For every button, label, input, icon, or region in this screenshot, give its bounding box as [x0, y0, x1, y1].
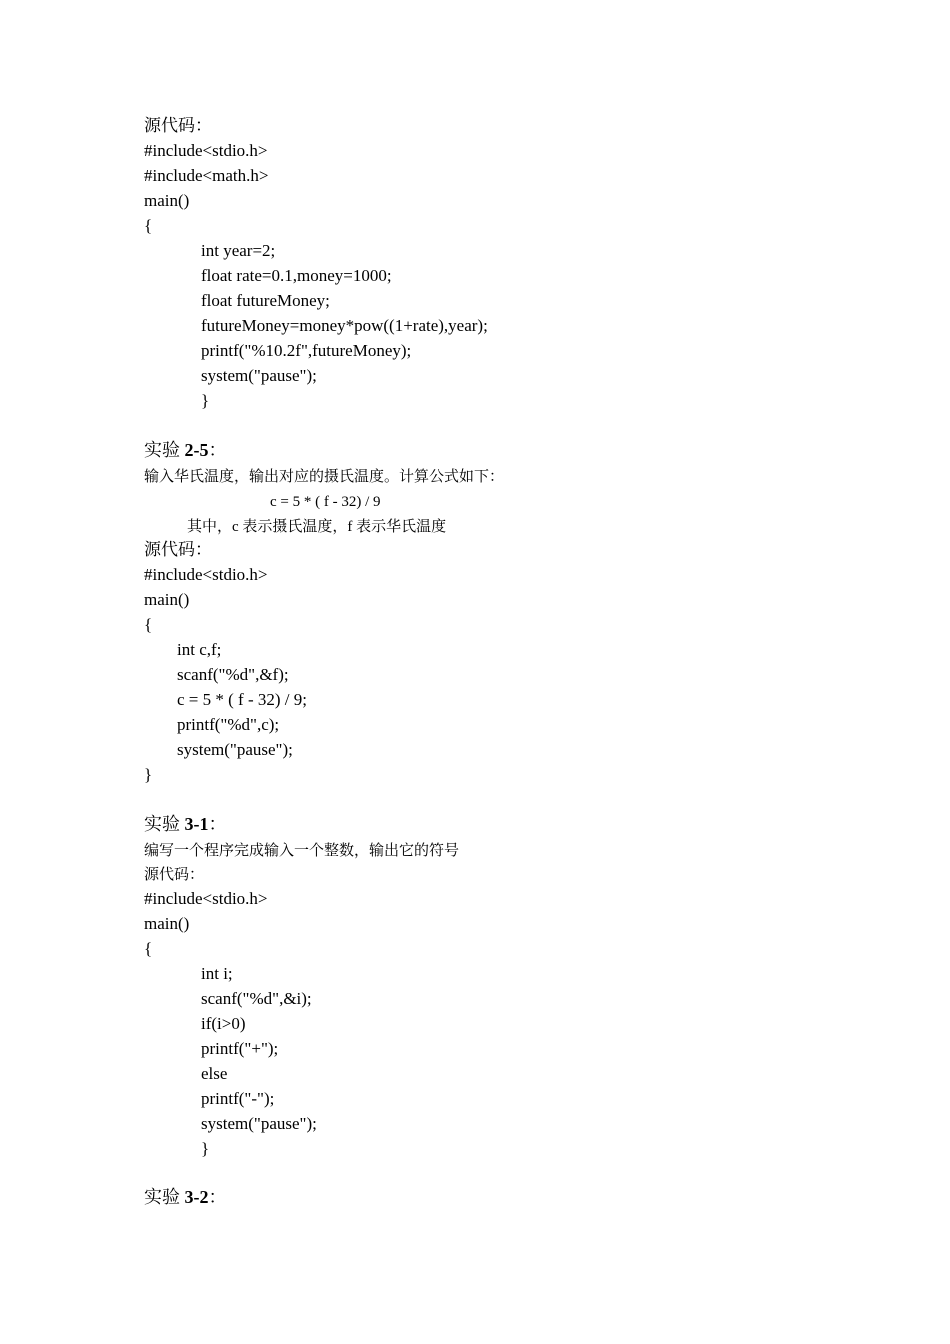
code-line: { [144, 939, 153, 958]
section-number: 3-1 [184, 814, 209, 834]
section-title [144, 440, 227, 460]
code-line: if(i>0) [201, 1014, 246, 1033]
code-line: else [201, 1064, 228, 1083]
section-description: 编写一个程序完成输入一个整数，输出它的符号 [144, 843, 460, 859]
section-title-prefix: 实验 [144, 814, 180, 834]
source-label: 源代码： [144, 116, 212, 135]
code-line: futureMoney=money*pow((1+rate),year); [201, 316, 488, 335]
section-title-suffix: ： [208, 440, 227, 460]
section-description: 输入华氏温度，输出对应的摄氏温度。计算公式如下： [144, 469, 505, 485]
code-line: } [201, 391, 210, 410]
code-line: main() [144, 914, 190, 933]
code-line: main() [144, 191, 190, 210]
code-line: printf("%10.2f",futureMoney); [201, 341, 412, 360]
code-line: #include<stdio.h> [144, 141, 268, 160]
code-line: { [144, 615, 153, 634]
section-title [144, 1187, 227, 1207]
source-label: 源代码： [144, 867, 205, 883]
code-line: printf("+"); [201, 1039, 279, 1058]
section-number: 2-5 [184, 440, 209, 460]
code-line: } [144, 765, 153, 784]
code-line: scanf("%d",&i); [201, 989, 312, 1008]
code-line: int year=2; [201, 241, 276, 260]
section-number: 3-2 [184, 1187, 209, 1207]
code-line: scanf("%d",&f); [177, 665, 289, 684]
code-line: float futureMoney; [201, 291, 330, 310]
code-line: #include<stdio.h> [144, 565, 268, 584]
formula-note: 其中，c 表示摄氏温度，f 表示华氏温度 [187, 519, 447, 535]
code-line: main() [144, 590, 190, 609]
code-line: { [144, 216, 153, 235]
section-title-suffix: ： [208, 1187, 227, 1207]
code-line: system("pause"); [177, 740, 293, 759]
code-line: system("pause"); [201, 1114, 317, 1133]
code-line: #include<stdio.h> [144, 889, 268, 908]
code-line: #include<math.h> [144, 166, 269, 185]
section-title-prefix: 实验 [144, 440, 180, 460]
code-line: c = 5 * ( f - 32) / 9; [177, 690, 307, 709]
code-line: int i; [201, 964, 233, 983]
section-title-prefix: 实验 [144, 1187, 180, 1207]
code-line: } [201, 1139, 210, 1158]
formula: c = 5 * ( f - 32) / 9 [270, 494, 381, 510]
code-line: int c,f; [177, 640, 222, 659]
code-line: printf("%d",c); [177, 715, 280, 734]
code-line: system("pause"); [201, 366, 317, 385]
code-line: float rate=0.1,money=1000; [201, 266, 392, 285]
source-label: 源代码： [144, 540, 212, 559]
section-title [144, 814, 227, 834]
section-title-suffix: ： [208, 814, 227, 834]
code-line: printf("-"); [201, 1089, 275, 1108]
